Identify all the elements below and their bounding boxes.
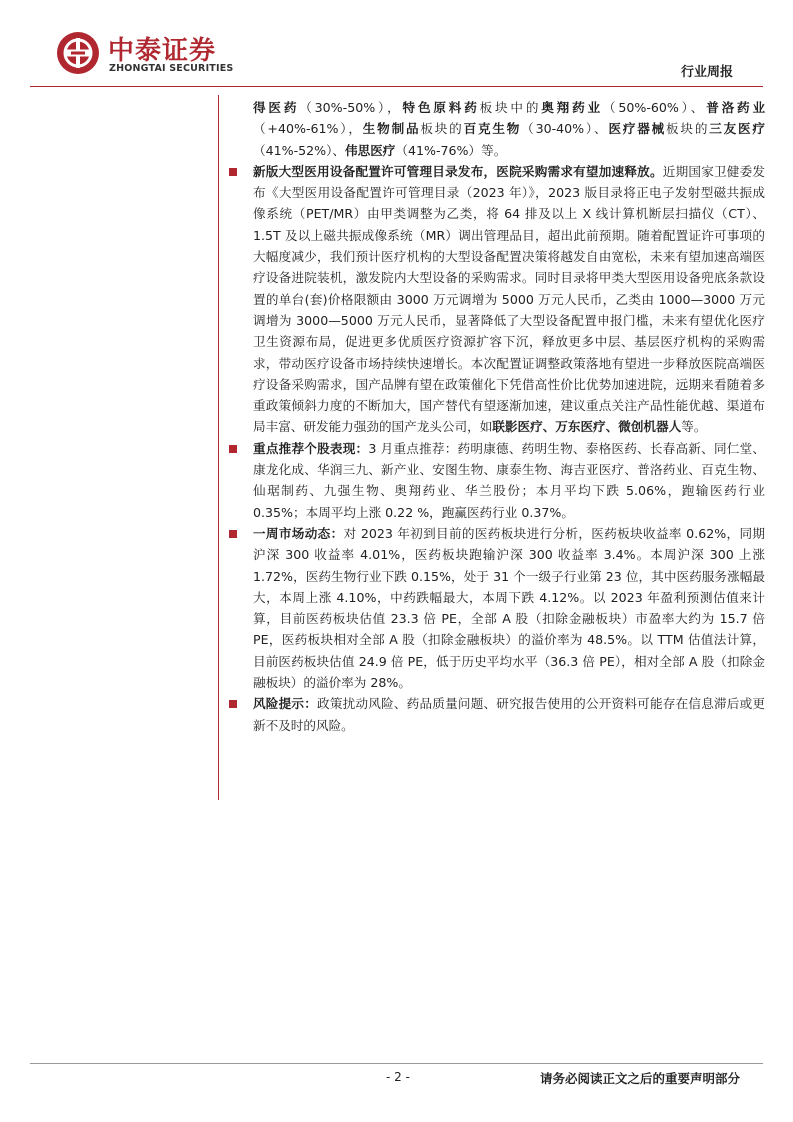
bold-text-segment: 普洛药业 bbox=[706, 100, 766, 115]
square-bullet-icon bbox=[229, 530, 237, 538]
text-segment: （+40%-61%）， bbox=[253, 121, 363, 137]
bold-text-segment: 一周市场动态： bbox=[253, 525, 344, 541]
bold-text-segment: 生物制品 bbox=[362, 121, 421, 137]
paragraph bbox=[229, 438, 765, 523]
header-divider bbox=[30, 86, 763, 87]
paragraph bbox=[229, 97, 765, 161]
bold-text-segment: 百克生物 bbox=[463, 121, 522, 137]
page-header bbox=[0, 0, 793, 90]
text-segment: 等。 bbox=[681, 419, 707, 435]
left-margin-rule bbox=[218, 95, 219, 800]
page-number: - 2 - bbox=[386, 1070, 410, 1084]
text-segment: 板块中的 bbox=[479, 100, 542, 115]
bold-text-segment: 奥翔药业 bbox=[541, 100, 603, 115]
bold-text-segment: 新版大型医用设备配置许可管理目录发布，医院采购需求有望加速释放。 bbox=[253, 163, 663, 179]
paragraph bbox=[229, 523, 765, 693]
bold-text-segment: 伟思医疗 bbox=[345, 142, 396, 158]
paragraph bbox=[229, 693, 765, 736]
text-segment: 近期国家卫健委发布《大型医用设备配置许可管理目录（2023 年）》，2023 版目录将正电子发射型磁共振成像系统（PET/MR）由甲类调整为乙类，将 64 排及以上 X 线计算机断层扫描仪（CT）、1.5T 及以上磁共振成像系统（MR）调出管理品目，超出此前预期。随着配置证许可事项的大幅度减少，我们预计医疗机构的大型设备配置决策将越发自由宽松，未来有望加速高端医疗设备进院装机，激发院内大型设备的采购需求。同时目录将甲类大型医用设备兜底条款设置的单台(套)价格限额由 3000 万元调增为 5000 万元人民币，乙类由 1000—3000 万元调增为 3000—5000 万元人民币，显著降低了大型设备配置申报门槛，未来有望优化医疗卫生资源布局，促进更多优质医疗资源扩容下沉，释放更多中层、基层医疗机构的采购需求，带动医疗设备市场持续快速增长。本次配置证调整政策落地有望进一步释放医院高端医疗设备采购需求，国产品牌有望在政策催化下凭借高性价比优势加速进院，远期来看随着多重政策倾斜力度的不断加大，国产替代有望逐渐加速，建议重点关注产品性能优越、渠道布局丰富、研发能力强劲的国产龙头公司，如 bbox=[253, 163, 766, 435]
bold-text-segment: 风险提示： bbox=[253, 696, 318, 712]
bold-text-segment: 三友医疗 bbox=[709, 121, 766, 137]
square-bullet-icon bbox=[229, 700, 237, 708]
text-segment: （30%-50%）， bbox=[299, 100, 403, 115]
bold-text-segment: 联影医疗、万东医疗、微创机器人 bbox=[492, 419, 682, 435]
text-segment: （41%-52%）、 bbox=[253, 142, 346, 158]
report-type-label: 行业周报 bbox=[680, 65, 733, 80]
footer-divider bbox=[30, 1063, 763, 1064]
zhongtai-logo-icon bbox=[57, 32, 99, 74]
footer-disclaimer: 请务必阅读正文之后的重要声明部分 bbox=[539, 1071, 740, 1086]
square-bullet-icon bbox=[229, 445, 237, 453]
text-segment: （50%-60%）、 bbox=[602, 100, 707, 115]
text-segment: 政策扰动风险、药品质量问题、研究报告使用的公开资料可能存在信息滞后或更新不及时的风险。 bbox=[253, 696, 766, 733]
text-segment: （41%-76%）等。 bbox=[395, 142, 507, 158]
bold-text-segment: 重点推荐个股表现： bbox=[253, 440, 369, 456]
logo-wordmark-en: ZHONGTAI SECURITIES bbox=[109, 63, 234, 74]
bold-text-segment: 医疗器械 bbox=[608, 121, 667, 137]
logo-wordmark-cn: 中泰证券 bbox=[108, 36, 217, 66]
text-segment: 3 月重点推荐：药明康德、药明生物、泰格医药、长春高新、同仁堂、康龙化成、华润三九、新产业、安图生物、康泰生物、海吉亚医疗、普洛药业、百克生物、仙琚制药、九强生物、奥翔药业、华兰股份；本月平均下跌 5.06%，跑输医药行业 0.35%；本周平均上涨 0.22 %，跑赢医药行业 0.37%。 bbox=[253, 440, 765, 520]
text-segment: 板块的 bbox=[666, 121, 710, 137]
bold-text-segment: 特色原料药 bbox=[402, 100, 480, 115]
text-segment: 对 2023 年初到目前的医药板块进行分析，医药板块收益率 0.62%，同期沪深 300 收益率 4.01%，医药板块跑输沪深 300 收益率 3.4%。本周沪深 300 上涨 1.72%，医药生物行业下跌 0.15%，处于 31 个一级子行业第 23 位，其中医药服务涨幅最大，本周上涨 4.10%，中药跌幅最大，本周下跌 4.12%。以 2023 年盈利预测估值来计算，目前医药板块估值 23.3 倍 PE，全部 A 股（扣除金融板块）市盈率大约为 15.7 倍 PE，医药板块相对全部 A 股（扣除金融板块）的溢价率为 48.5%。以 TTM 估值法计算，目前医药板块估值 24.9 倍 PE，低于历史平均水平（36.3 倍 PE），相对全部 A 股（扣除金融板块）的溢价率为 28%。 bbox=[253, 525, 765, 691]
body-content bbox=[229, 97, 765, 736]
bold-text-segment: 得医药 bbox=[253, 100, 300, 115]
square-bullet-icon bbox=[229, 168, 237, 176]
text-segment: 板块的 bbox=[420, 121, 464, 137]
paragraph bbox=[229, 161, 765, 438]
text-segment: （30-40%）、 bbox=[521, 121, 609, 137]
